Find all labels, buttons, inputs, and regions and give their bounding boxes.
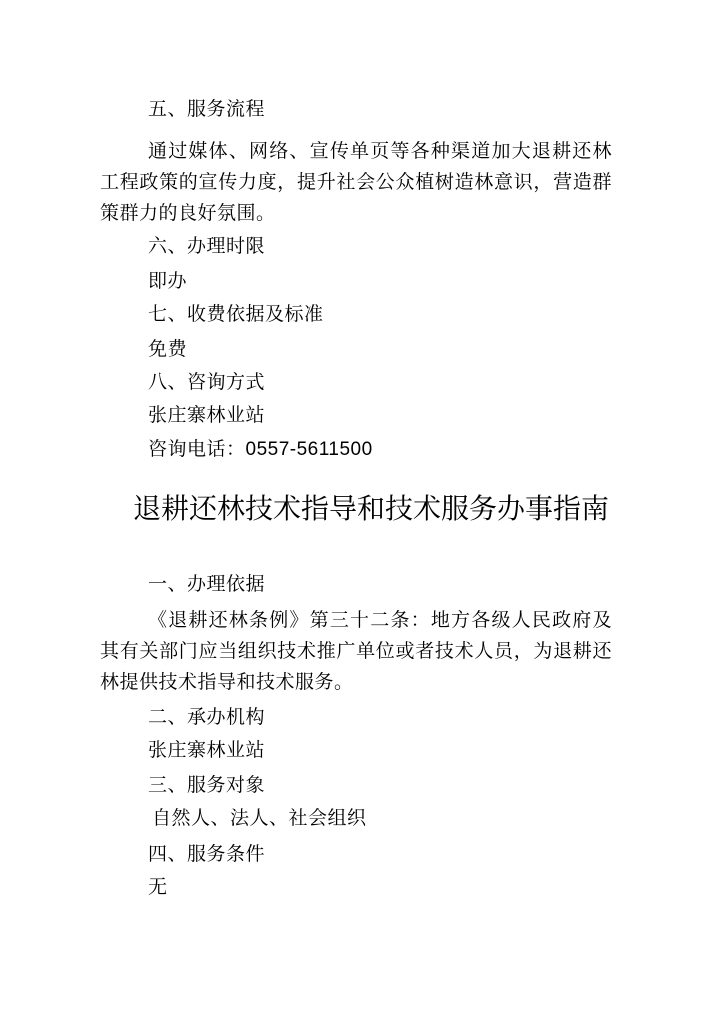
heading-service-conditions: 四、服务条件 (148, 844, 266, 865)
document-content (100, 93, 612, 904)
heading-handling-basis: 一、办理依据 (148, 574, 266, 595)
paragraph-handling-basis: 《退耕还林条例》第三十二条：地方各级人民政府及其有关部门应当组织技术推广单位或者技术人员，为退耕还林提供技术指导和技术服务。 (100, 610, 612, 693)
document-title: 退耕还林技术指导和技术服务办事指南 (132, 493, 609, 524)
value-consultation-phone: 咨询电话：0557-5611500 (148, 439, 373, 460)
value-service-conditions: 无 (148, 877, 168, 898)
heading-fee-basis-standard: 七、收费依据及标准 (148, 304, 324, 325)
value-consultation-office: 张庄寨林业站 (148, 405, 266, 426)
value-fee: 免费 (148, 339, 188, 360)
heading-service-process: 五、服务流程 (148, 99, 266, 120)
paragraph-service-process: 通过媒体、网络、宣传单页等各种渠道加大退耕还林工程政策的宣传力度，提升社会公众植树造林意识，营造群策群力的良好氛围。 (100, 141, 612, 224)
heading-undertaking-agency: 二、承办机构 (148, 707, 266, 728)
value-undertaking-agency: 张庄寨林业站 (148, 740, 266, 761)
heading-consultation-method: 八、咨询方式 (148, 372, 266, 393)
value-processing-time-limit: 即办 (148, 271, 188, 292)
heading-processing-time-limit: 六、办理时限 (148, 236, 266, 257)
heading-service-target: 三、服务对象 (148, 775, 266, 796)
value-service-target: 自然人、法人、社会组织 (152, 808, 367, 829)
